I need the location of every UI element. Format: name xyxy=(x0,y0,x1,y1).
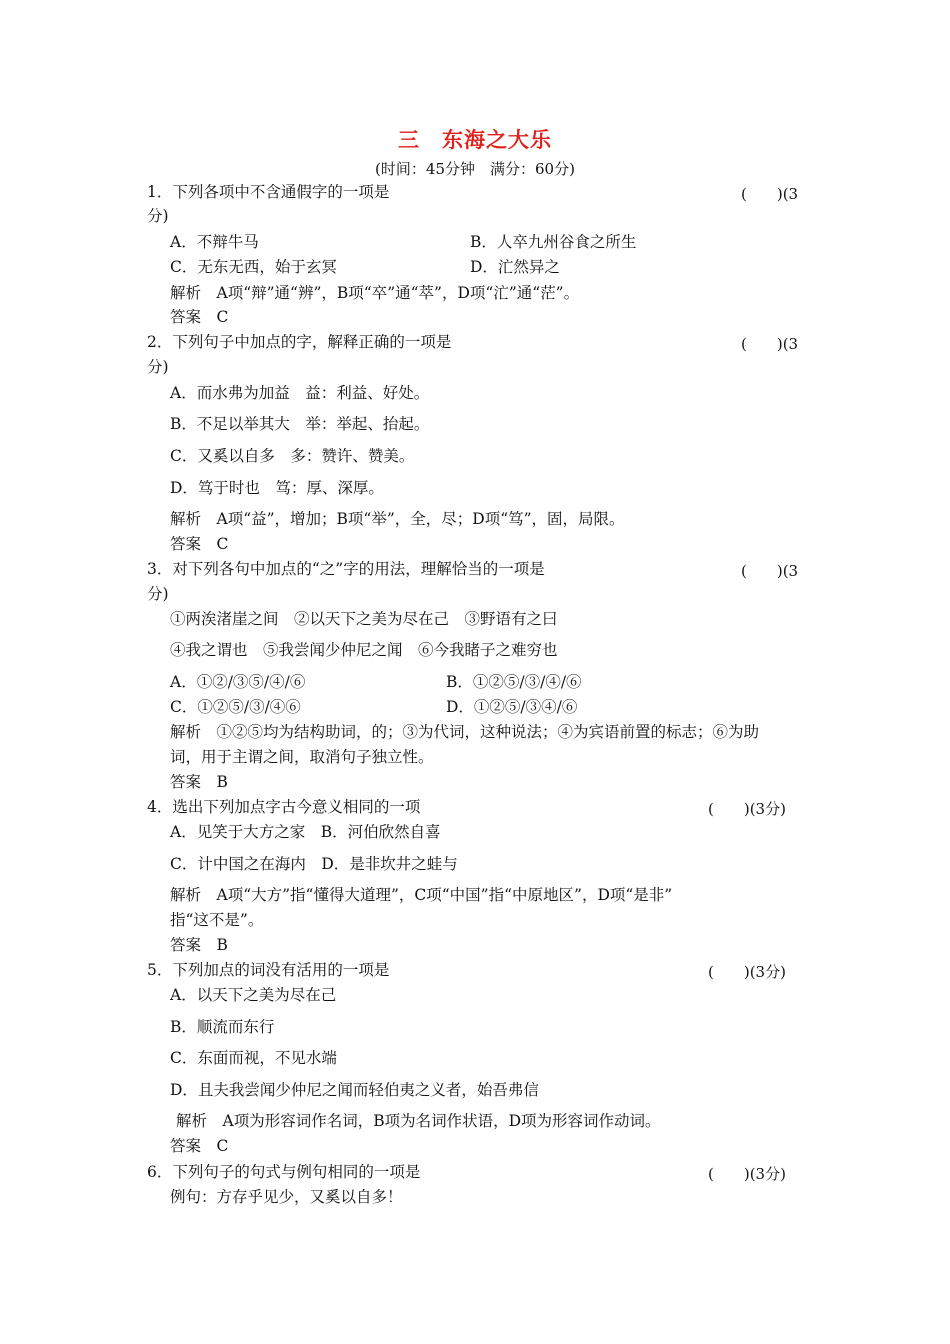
q5-score-mark: ( )(3分) xyxy=(708,963,786,981)
q5-option-c: C．东面而视，不见水端 xyxy=(170,1049,337,1067)
q3-sentences-1: ①两涘渚崖之间 ②以天下之美为尽在己 ③野语有之曰 xyxy=(170,610,558,628)
q3-analysis-1: 解析 ①②⑤均为结构助词，的；③为代词，这种说法；④为宾语前置的标志；⑥为助 xyxy=(170,723,760,741)
q3-sentences-2: ④我之谓也 ⑤我尝闻少仲尼之闻 ⑥今我睹子之难穷也 xyxy=(170,641,558,659)
q1-answer: 答案 C xyxy=(170,308,229,326)
q1-stem: 1．下列各项中不含通假字的一项是 xyxy=(147,183,390,201)
q1-option-c: C．无东无西，始于玄冥 xyxy=(170,258,337,276)
q3-option-b: B．①②⑤/③/④/⑥ xyxy=(446,673,582,691)
q3-option-a: A．①②/③⑤/④/⑥ xyxy=(170,673,306,691)
q1-score-mark: ( )(3 xyxy=(741,185,799,203)
q5-option-d: D．且夫我尝闻少仲尼之闻而轻伯夷之义者，始吾弗信 xyxy=(170,1081,539,1099)
q4-options-1: A．见笑于大方之家 B．河伯欣然自喜 xyxy=(170,823,441,841)
exam-info: (时间：45分钟 满分：60分) xyxy=(375,160,575,178)
q1-score-cont: 分) xyxy=(147,207,169,225)
page-title: 三 东海之大乐 xyxy=(398,127,552,152)
q1-option-d: D．汒然异之 xyxy=(470,258,560,276)
q4-answer: 答案 B xyxy=(170,936,228,954)
q6-example: 例句：方存乎见少，又奚以自多！ xyxy=(170,1188,403,1206)
q3-score-cont: 分) xyxy=(147,585,169,603)
q3-answer: 答案 B xyxy=(170,773,228,791)
q5-answer: 答案 C xyxy=(170,1137,229,1155)
q2-option-c: C．又奚以自多 多：赞许、赞美。 xyxy=(170,447,415,465)
q2-score-cont: 分) xyxy=(147,358,169,376)
q4-analysis-2: 指“这不是”。 xyxy=(170,911,264,929)
q2-score-mark: ( )(3 xyxy=(741,335,799,353)
q4-stem: 4．选出下列加点字古今意义相同的一项 xyxy=(147,798,421,816)
q5-stem: 5．下列加点的词没有活用的一项是 xyxy=(147,961,390,979)
q2-option-b: B．不足以举其大 举：举起、抬起。 xyxy=(170,415,430,433)
q3-score-mark: ( )(3 xyxy=(741,562,799,580)
q2-option-d: D．笃于时也 笃：厚、深厚。 xyxy=(170,479,384,497)
q3-analysis-2: 词，用于主谓之间，取消句子独立性。 xyxy=(170,748,434,766)
q2-option-a: A．而水弗为加益 益：利益、好处。 xyxy=(170,384,430,402)
q4-options-2: C．计中国之在海内 D．是非坎井之蛙与 xyxy=(170,855,458,873)
q6-score-mark: ( )(3分) xyxy=(708,1165,786,1183)
q2-analysis: 解析 A项“益”，增加；B项“举”，全，尽；D项“笃”，固，局限。 xyxy=(170,510,625,528)
q4-analysis-1: 解析 A项“大方”指“懂得大道理”，C项“中国”指“中原地区”，D项“是非” xyxy=(170,886,673,904)
q1-analysis: 解析 A项“辩”通“辨”，B项“卒”通“萃”，D项“汒”通“茫”。 xyxy=(170,284,580,302)
q2-answer: 答案 C xyxy=(170,535,229,553)
q1-option-a: A．不辩牛马 xyxy=(170,233,259,251)
q3-option-d: D．①②⑤/③④/⑥ xyxy=(446,698,578,716)
q4-score-mark: ( )(3分) xyxy=(708,800,786,818)
q5-option-a: A．以天下之美为尽在己 xyxy=(170,986,337,1004)
q5-analysis: 解析 A项为形容词作名词，B项为名词作状语，D项为形容词作动词。 xyxy=(176,1112,661,1130)
q3-stem: 3．对下列各句中加点的“之”字的用法，理解恰当的一项是 xyxy=(147,560,545,578)
q6-stem: 6．下列句子的句式与例句相同的一项是 xyxy=(147,1163,421,1181)
q1-option-b: B．人卒九州谷食之所生 xyxy=(470,233,637,251)
q2-stem: 2．下列句子中加点的字，解释正确的一项是 xyxy=(147,333,452,351)
q3-option-c: C．①②⑤/③/④⑥ xyxy=(170,698,301,716)
q5-option-b: B．顺流而东行 xyxy=(170,1018,275,1036)
